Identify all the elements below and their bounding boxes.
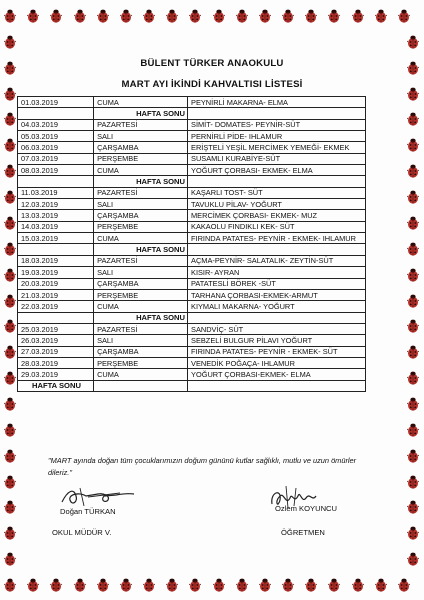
- date-cell: 21.03.2019: [18, 289, 94, 300]
- weekend-row: [18, 176, 366, 187]
- menu-cell: PERNİRLİ PİDE- IHLAMUR: [188, 131, 366, 142]
- ladybug-icon: [398, 9, 410, 23]
- ladybug-icon: [4, 397, 16, 411]
- day-cell: CUMA: [94, 97, 188, 108]
- weekend-label: HAFTA SONU: [94, 244, 188, 255]
- ladybug-icon: [4, 294, 16, 308]
- menu-row: [18, 210, 366, 221]
- ladybug-icon: [407, 345, 419, 359]
- ladybug-icon: [4, 345, 16, 359]
- menu-row: [18, 187, 366, 198]
- menu-row: [18, 119, 366, 130]
- ladybug-icon: [213, 578, 225, 592]
- menu-row: [18, 153, 366, 164]
- day-cell: SALI: [94, 267, 188, 278]
- date-cell: 13.03.2019: [18, 210, 94, 221]
- menu-row: [18, 301, 366, 312]
- weekend-cell-blank: [188, 380, 366, 391]
- ladybug-icon: [407, 112, 419, 126]
- day-cell: ÇARŞAMBA: [94, 210, 188, 221]
- menu-cell: YOĞURT ÇORBASI-EKMEK- ELMA: [188, 369, 366, 380]
- day-cell: PAZARTESİ: [94, 187, 188, 198]
- menu-row: [18, 131, 366, 142]
- weekend-row: [18, 380, 366, 391]
- ladybug-icon: [282, 578, 294, 592]
- day-cell: CUMA: [94, 369, 188, 380]
- ladybug-icon: [4, 9, 16, 23]
- ladybug-icon: [407, 138, 419, 152]
- ladybug-icon: [4, 449, 16, 463]
- ladybug-icon: [4, 164, 16, 178]
- ladybug-icon: [97, 9, 109, 23]
- weekend-cell-blank: [18, 244, 94, 255]
- date-cell: 15.03.2019: [18, 233, 94, 244]
- ladybug-icon: [236, 578, 248, 592]
- ladybug-icon: [375, 578, 387, 592]
- principal-name: Doğan TÜRKAN: [60, 507, 116, 516]
- ladybug-icon: [4, 475, 16, 489]
- ladybug-icon: [50, 578, 62, 592]
- ladybug-icon: [305, 9, 317, 23]
- ladybug-icon: [4, 216, 16, 230]
- day-cell: CUMA: [94, 301, 188, 312]
- menu-row: [18, 233, 366, 244]
- ladybug-icon: [407, 190, 419, 204]
- menu-cell: MERCİMEK ÇORBASI- EKMEK- MUZ: [188, 210, 366, 221]
- ladybug-icon: [407, 397, 419, 411]
- ladybug-icon: [4, 138, 16, 152]
- ladybug-icon: [4, 371, 16, 385]
- date-cell: 11.03.2019: [18, 187, 94, 198]
- ladybug-icon: [4, 268, 16, 282]
- day-cell: ÇARŞAMBA: [94, 142, 188, 153]
- date-cell: 19.03.2019: [18, 267, 94, 278]
- ladybug-icon: [407, 294, 419, 308]
- ladybug-icon: [74, 9, 86, 23]
- menu-cell: KAŞARLI TOST- SÜT: [188, 187, 366, 198]
- day-cell: ÇARŞAMBA: [94, 346, 188, 357]
- day-cell: PAZARTESİ: [94, 119, 188, 130]
- ladybug-icon: [407, 526, 419, 540]
- menu-cell: KIYMALI MAKARNA- YOĞURT: [188, 301, 366, 312]
- ladybug-icon: [166, 9, 178, 23]
- ladybug-icon: [97, 578, 109, 592]
- menu-cell: SEBZELİ BULGUR PİLAVI YOĞURT: [188, 335, 366, 346]
- date-cell: 04.03.2019: [18, 119, 94, 130]
- weekend-cell-blank: [94, 380, 188, 391]
- ladybug-icon: [4, 526, 16, 540]
- menu-row: [18, 255, 366, 266]
- birthday-note: "MART ayında doğan tüm çocuklarımızın doğum gününü kutlar sağlıklı, mutlu ve uzun ömürler dileriz.": [48, 456, 357, 477]
- menu-row: [18, 346, 366, 357]
- ladybug-icon: [4, 242, 16, 256]
- ladybug-icon: [189, 9, 201, 23]
- ladybug-icon: [120, 9, 132, 23]
- date-cell: 01.03.2019: [18, 97, 94, 108]
- ladybug-icon: [407, 371, 419, 385]
- day-cell: CUMA: [94, 233, 188, 244]
- day-cell: SALI: [94, 199, 188, 210]
- weekend-cell-blank: [188, 176, 366, 187]
- ladybug-icon: [407, 319, 419, 333]
- ladybug-icon: [50, 9, 62, 23]
- ladybug-icon: [375, 9, 387, 23]
- date-cell: 05.03.2019: [18, 131, 94, 142]
- menu-row: [18, 357, 366, 368]
- date-cell: 28.03.2019: [18, 357, 94, 368]
- teacher-title: ÖĞRETMEN: [281, 528, 325, 537]
- weekend-label: HAFTA SONU: [94, 312, 188, 323]
- date-cell: 12.03.2019: [18, 199, 94, 210]
- ladybug-icon: [407, 449, 419, 463]
- menu-row: [18, 199, 366, 210]
- menu-cell: FIRINDA PATATES- PEYNİR - EKMEK- SÜT: [188, 346, 366, 357]
- ladybug-icon: [407, 216, 419, 230]
- document-title: MART AYI İKİNDİ KAHVALTISI LİSTESİ: [121, 79, 303, 90]
- menu-cell: VENEDİK POĞAÇA- IHLAMUR: [188, 357, 366, 368]
- ladybug-icon: [407, 35, 419, 49]
- menu-row: [18, 289, 366, 300]
- ladybug-icon: [282, 9, 294, 23]
- ladybug-icon: [328, 9, 340, 23]
- weekend-label: HAFTA SONU: [18, 380, 94, 391]
- menu-cell: SİMİT- DOMATES- PEYNİR-SÜT: [188, 119, 366, 130]
- menu-row: [18, 142, 366, 153]
- day-cell: PERŞEMBE: [94, 357, 188, 368]
- ladybug-icon: [4, 190, 16, 204]
- weekend-cell-blank: [188, 312, 366, 323]
- ladybug-icon: [4, 319, 16, 333]
- ladybug-icon: [259, 9, 271, 23]
- weekend-cell-blank: [188, 244, 366, 255]
- date-cell: 18.03.2019: [18, 255, 94, 266]
- ladybug-icon: [407, 242, 419, 256]
- menu-cell: FIRINDA PATATES- PEYNİR - EKMEK- IHLAMUR: [188, 233, 366, 244]
- ladybug-icon: [407, 164, 419, 178]
- day-cell: PERŞEMBE: [94, 221, 188, 232]
- ladybug-icon: [166, 578, 178, 592]
- menu-row: [18, 221, 366, 232]
- menu-row: [18, 267, 366, 278]
- date-cell: 06.03.2019: [18, 142, 94, 153]
- weekend-label: HAFTA SONU: [94, 176, 188, 187]
- ladybug-icon: [407, 500, 419, 514]
- menu-cell: TARHANA ÇORBASI-EKMEK-ARMUT: [188, 289, 366, 300]
- weekend-cell-blank: [18, 108, 94, 119]
- menu-row: [18, 278, 366, 289]
- ladybug-icon: [407, 423, 419, 437]
- ladybug-icon: [4, 578, 16, 592]
- menu-row: [18, 165, 366, 176]
- ladybug-icon: [305, 578, 317, 592]
- date-cell: 27.03.2019: [18, 346, 94, 357]
- weekend-cell-blank: [18, 176, 94, 187]
- ladybug-icon: [407, 475, 419, 489]
- date-cell: 26.03.2019: [18, 335, 94, 346]
- weekend-cell-blank: [188, 108, 366, 119]
- school-name: BÜLENT TÜRKER ANAOKULU: [140, 58, 284, 69]
- date-cell: 07.03.2019: [18, 153, 94, 164]
- ladybug-icon: [407, 552, 419, 566]
- day-cell: SALI: [94, 335, 188, 346]
- ladybug-icon: [143, 578, 155, 592]
- menu-cell: KAKAOLU FINDIKLI KEK- SÜT: [188, 221, 366, 232]
- menu-table: [17, 96, 366, 392]
- menu-row: [18, 335, 366, 346]
- ladybug-icon: [4, 423, 16, 437]
- date-cell: 20.03.2019: [18, 278, 94, 289]
- ladybug-icon: [328, 578, 340, 592]
- ladybug-icon: [236, 9, 248, 23]
- menu-row: [18, 97, 366, 108]
- day-cell: PAZARTESİ: [94, 255, 188, 266]
- day-cell: SALI: [94, 131, 188, 142]
- weekend-row: [18, 312, 366, 323]
- ladybug-icon: [407, 268, 419, 282]
- ladybug-icon: [27, 578, 39, 592]
- day-cell: ÇARŞAMBA: [94, 278, 188, 289]
- principal-title: OKUL MÜDÜR V.: [52, 528, 112, 537]
- menu-row: [18, 369, 366, 380]
- day-cell: PERŞEMBE: [94, 153, 188, 164]
- day-cell: CUMA: [94, 165, 188, 176]
- day-cell: PAZARTESİ: [94, 323, 188, 334]
- menu-row: [18, 323, 366, 334]
- ladybug-icon: [352, 9, 364, 23]
- menu-cell: YOĞURT ÇORBASI- EKMEK- ELMA: [188, 165, 366, 176]
- ladybug-icon: [213, 9, 225, 23]
- ladybug-icon: [259, 578, 271, 592]
- date-cell: 29.03.2019: [18, 369, 94, 380]
- ladybug-icon: [143, 9, 155, 23]
- date-cell: 25.03.2019: [18, 323, 94, 334]
- menu-cell: SANDVİÇ- SÜT: [188, 323, 366, 334]
- ladybug-icon: [352, 578, 364, 592]
- menu-cell: SUSAMLI KURABİYE-SÜT: [188, 153, 366, 164]
- day-cell: PERŞEMBE: [94, 289, 188, 300]
- ladybug-icon: [4, 500, 16, 514]
- menu-cell: ERİŞTELİ YEŞİL MERCİMEK YEMEĞİ- EKMEK: [188, 142, 366, 153]
- ladybug-icon: [27, 9, 39, 23]
- weekend-label: HAFTA SONU: [94, 108, 188, 119]
- ladybug-icon: [398, 578, 410, 592]
- date-cell: 22.03.2019: [18, 301, 94, 312]
- date-cell: 08.03.2019: [18, 165, 94, 176]
- weekend-cell-blank: [18, 312, 94, 323]
- menu-cell: PATATESLİ BÖREK -SÜT: [188, 278, 366, 289]
- ladybug-icon: [4, 552, 16, 566]
- ladybug-icon: [4, 112, 16, 126]
- menu-cell: KISIR- AYRAN: [188, 267, 366, 278]
- date-cell: 14.03.2019: [18, 221, 94, 232]
- ladybug-icon: [189, 578, 201, 592]
- menu-cell: PEYNİRLİ MAKARNA- ELMA: [188, 97, 366, 108]
- teacher-name: Özlem KOYUNCU: [275, 504, 338, 513]
- menu-cell: AÇMA-PEYNİR- SALATALIK- ZEYTİN-SÜT: [188, 255, 366, 266]
- weekend-row: [18, 108, 366, 119]
- ladybug-icon: [120, 578, 132, 592]
- menu-cell: TAVUKLU PİLAV- YOĞURT: [188, 199, 366, 210]
- ladybug-icon: [74, 578, 86, 592]
- ladybug-icon: [4, 35, 16, 49]
- weekend-row: [18, 244, 366, 255]
